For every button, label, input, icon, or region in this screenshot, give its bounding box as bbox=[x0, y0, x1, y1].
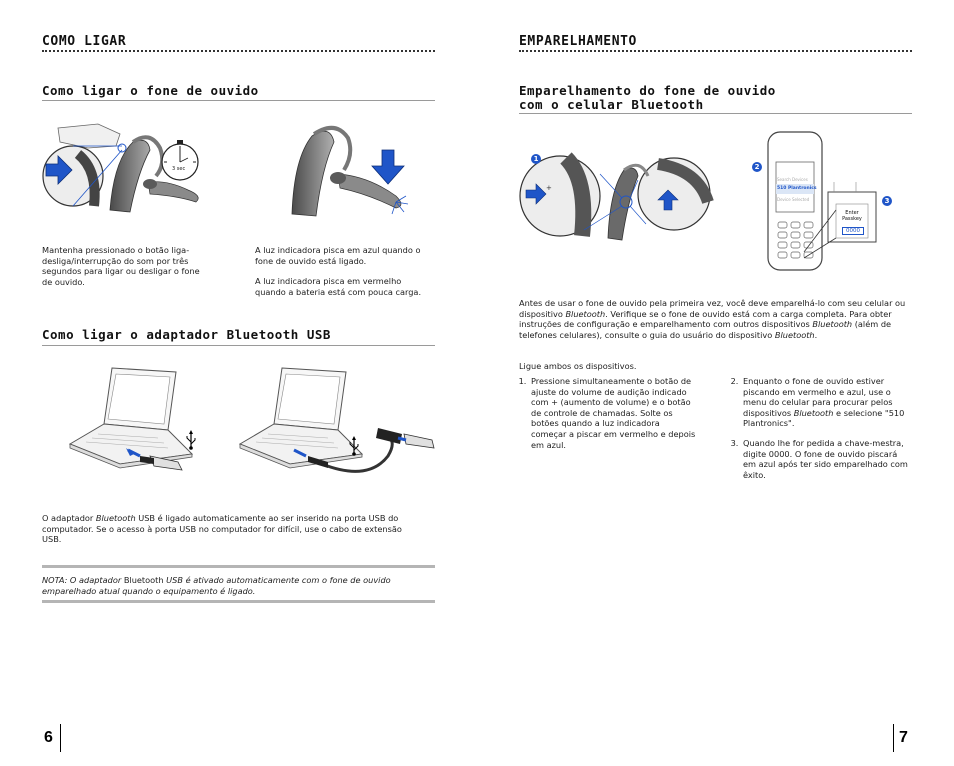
timer-label: 3 sec bbox=[172, 166, 186, 172]
subtitle-rule bbox=[519, 113, 912, 114]
usb-note: NOTA: O adaptador Bluetooth USB é ativado automaticamente com o fone de ouvido emparelhado atual quando o equipamento é ligado. bbox=[42, 575, 391, 596]
laptop-usb-cable-illustration bbox=[238, 364, 438, 484]
note-bottom-bar bbox=[42, 600, 435, 603]
headset-caption-led-blue: A luz indicadora pisca em azul quando o fone de ouvido está ligado. bbox=[255, 245, 421, 266]
step-3: 3. Quando lhe for pedida a chave-mestra, digite 0000. O fone de ouvido piscará em azul após ter sido emparelhado com êxito. bbox=[741, 438, 911, 480]
steps-column-left bbox=[519, 376, 697, 459]
phone-screen-search: Search Devices bbox=[777, 177, 808, 182]
step-marker-2: 2 bbox=[752, 162, 762, 172]
headset-caption-led-red: A luz indicadora pisca em vermelho quando a bateria está com pouca carga. bbox=[255, 276, 422, 297]
section-title-como-ligar: COMO LIGAR bbox=[42, 34, 127, 49]
headset-caption-power: Mantenha pressionado o botão liga-desliga/interrupção do som por três segundos para ligar ou desligar o fone de ouvido. bbox=[42, 245, 200, 287]
usb-symbol-icon bbox=[348, 436, 360, 456]
steps-column-right bbox=[731, 376, 911, 489]
phone-screen-selected: Device Selected bbox=[777, 197, 810, 202]
subtitle-usb-adapter: Como ligar o adaptador Bluetooth USB bbox=[42, 327, 331, 342]
passkey-label: Enter Passkey bbox=[842, 210, 862, 222]
pairing-intro: Antes de usar o fone de ouvido pela primeira vez, você deve emparelhá-lo com seu celular ou dispositivo Bluetooth. Verifique se o fone de ouvido está com a carga completa. Para obter instruções de configuração e emparelhamento com outros dispositivos Bluetooth (além de telefones celulares), consulte o guia do usuário do dispositivo Bluetooth. bbox=[519, 298, 906, 340]
laptop-usb-direct-illustration bbox=[68, 364, 208, 480]
page-number-right: 7 bbox=[899, 729, 908, 746]
subtitle-pairing: Emparelhamento do fone de ouvido com o celular Bluetooth bbox=[519, 83, 776, 112]
phone-screen-device: 510 Plantronics bbox=[777, 186, 817, 191]
page-number-left: 6 bbox=[44, 729, 53, 746]
step-2: 2. Enquanto o fone de ouvido estiver piscando em vermelho e azul, use o menu do celular para procurar pelos dispositivos Bluetooth e selecione "510 Plantronics". bbox=[741, 376, 911, 429]
usb-symbol-icon bbox=[185, 430, 197, 450]
subtitle-headset-power: Como ligar o fone de ouvido bbox=[42, 83, 259, 98]
steps-intro: Ligue ambos os dispositivos. bbox=[519, 361, 637, 371]
usb-adapter-caption: O adaptador Bluetooth USB é ligado automaticamente ao ser inserido na porta USB do computador. Se o acesso à porta USB no computador for difícil, use o cabo de extensão USB. bbox=[42, 513, 402, 545]
passkey-value: 0000 bbox=[842, 227, 864, 235]
step-marker-3: 3 bbox=[882, 196, 892, 206]
section-divider bbox=[519, 50, 912, 52]
svg-text:+: + bbox=[546, 184, 552, 192]
step-marker-1: 1 bbox=[531, 154, 541, 164]
headset-led-illustration bbox=[288, 118, 418, 222]
note-top-bar bbox=[42, 565, 435, 568]
section-divider bbox=[42, 50, 435, 52]
step-1: 1. Pressione simultaneamente o botão de ajuste do volume de audição indicado com + (aumento de volume) e o botão de controle de chamadas. Solte os botões quando a luz indicadora começar a piscar em vermelho e depois em azul. bbox=[529, 376, 697, 450]
page-number-bar bbox=[893, 724, 894, 752]
page-number-bar bbox=[60, 724, 61, 752]
pairing-headset-buttons-illustration bbox=[518, 150, 713, 246]
section-title-emparelhamento: EMPARELHAMENTO bbox=[519, 34, 637, 49]
subtitle-rule bbox=[42, 345, 435, 346]
subtitle-rule bbox=[42, 100, 435, 101]
stopwatch-icon bbox=[160, 138, 200, 184]
